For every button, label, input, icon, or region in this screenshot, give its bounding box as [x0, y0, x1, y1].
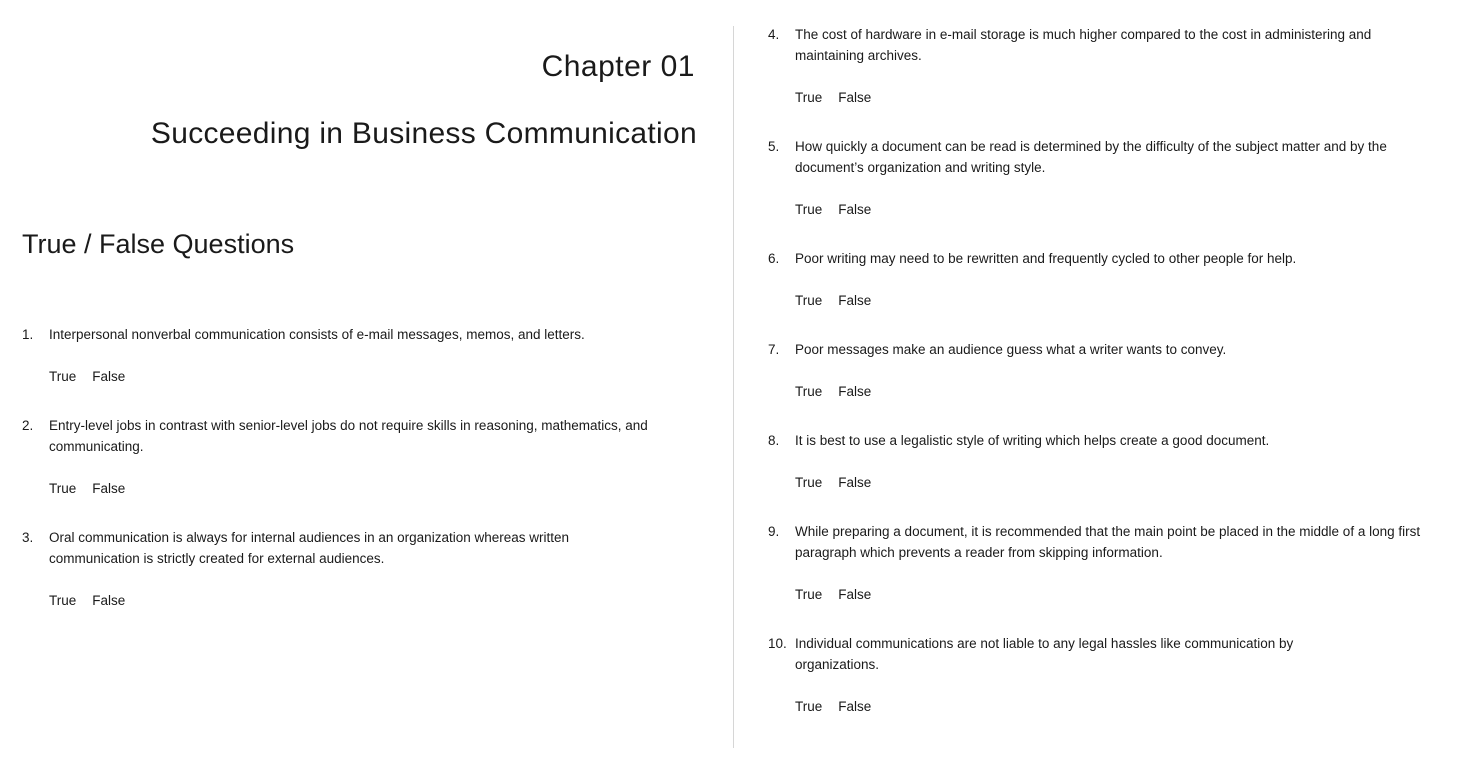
question-text: Poor messages make an audience guess what a writer wants to convey. [795, 342, 1227, 357]
question-6 [768, 248, 1448, 311]
question-text: Entry-level jobs in contrast with senior-level jobs do not require skills in reasoning, mathematics, and communicating. [49, 418, 648, 454]
answer-true[interactable]: True [795, 475, 823, 490]
question-7 [768, 339, 1448, 402]
question-5 [768, 136, 1454, 220]
question-number: 5. [768, 139, 780, 154]
question-number: 3. [22, 530, 34, 545]
answer-options [49, 590, 647, 611]
question-text: Individual communications are not liable to any legal hassles like communication by organizations. [795, 636, 1294, 672]
question-number: 4. [768, 27, 780, 42]
chapter-number: Chapter 01 [541, 50, 695, 83]
answer-options [49, 478, 692, 499]
answer-false[interactable]: False [838, 90, 872, 105]
answer-false[interactable]: False [92, 481, 126, 496]
answer-false[interactable]: False [92, 593, 126, 608]
question-4 [768, 24, 1428, 108]
answer-true[interactable]: True [795, 384, 823, 399]
answer-true[interactable]: True [795, 90, 823, 105]
question-9 [768, 521, 1448, 605]
answer-false[interactable]: False [838, 587, 872, 602]
section-heading: True / False Questions [22, 229, 295, 259]
answer-true[interactable]: True [49, 481, 77, 496]
question-text: While preparing a document, it is recommended that the main point be placed in the middle of a long first paragraph which prevents a reader from skipping information. [795, 524, 1421, 560]
answer-false[interactable]: False [838, 384, 872, 399]
question-3 [22, 527, 647, 611]
answer-options [795, 472, 1448, 493]
answer-true[interactable]: True [795, 293, 823, 308]
question-2 [22, 415, 692, 499]
answer-options [795, 381, 1448, 402]
question-number: 9. [768, 524, 780, 539]
answer-true[interactable]: True [795, 587, 823, 602]
answer-false[interactable]: False [838, 699, 872, 714]
question-number: 2. [22, 418, 34, 433]
answer-false[interactable]: False [838, 293, 872, 308]
question-8 [768, 430, 1448, 493]
question-text: Oral communication is always for internal audiences in an organization whereas written communication is strictly created for external audiences. [49, 530, 570, 566]
answer-options [795, 87, 1428, 108]
answer-false[interactable]: False [92, 369, 126, 384]
question-text: Interpersonal nonverbal communication consists of e-mail messages, memos, and letters. [49, 327, 585, 342]
question-text: The cost of hardware in e-mail storage is much higher compared to the cost in administering and maintaining archives. [795, 27, 1372, 63]
question-1 [22, 324, 702, 387]
answer-options [795, 199, 1454, 220]
question-number: 1. [22, 327, 34, 342]
answer-true[interactable]: True [795, 699, 823, 714]
question-text: How quickly a document can be read is determined by the difficulty of the subject matter and by the document’s organization and writing style. [795, 139, 1387, 175]
chapter-title: Succeeding in Business Communication [150, 117, 697, 150]
question-number: 6. [768, 251, 780, 266]
answer-options [795, 696, 1368, 717]
question-number: 7. [768, 342, 780, 357]
question-10 [768, 633, 1368, 717]
answer-options [49, 366, 702, 387]
question-number: 10. [768, 636, 787, 651]
question-number: 8. [768, 433, 780, 448]
right-page [734, 0, 1463, 758]
answer-true[interactable]: True [49, 369, 77, 384]
answer-false[interactable]: False [838, 202, 872, 217]
question-text: Poor writing may need to be rewritten and frequently cycled to other people for help. [795, 251, 1297, 266]
answer-true[interactable]: True [49, 593, 77, 608]
answer-options [795, 584, 1448, 605]
answer-false[interactable]: False [838, 475, 872, 490]
answer-options [795, 290, 1448, 311]
answer-true[interactable]: True [795, 202, 823, 217]
question-text: It is best to use a legalistic style of writing which helps create a good document. [795, 433, 1270, 448]
